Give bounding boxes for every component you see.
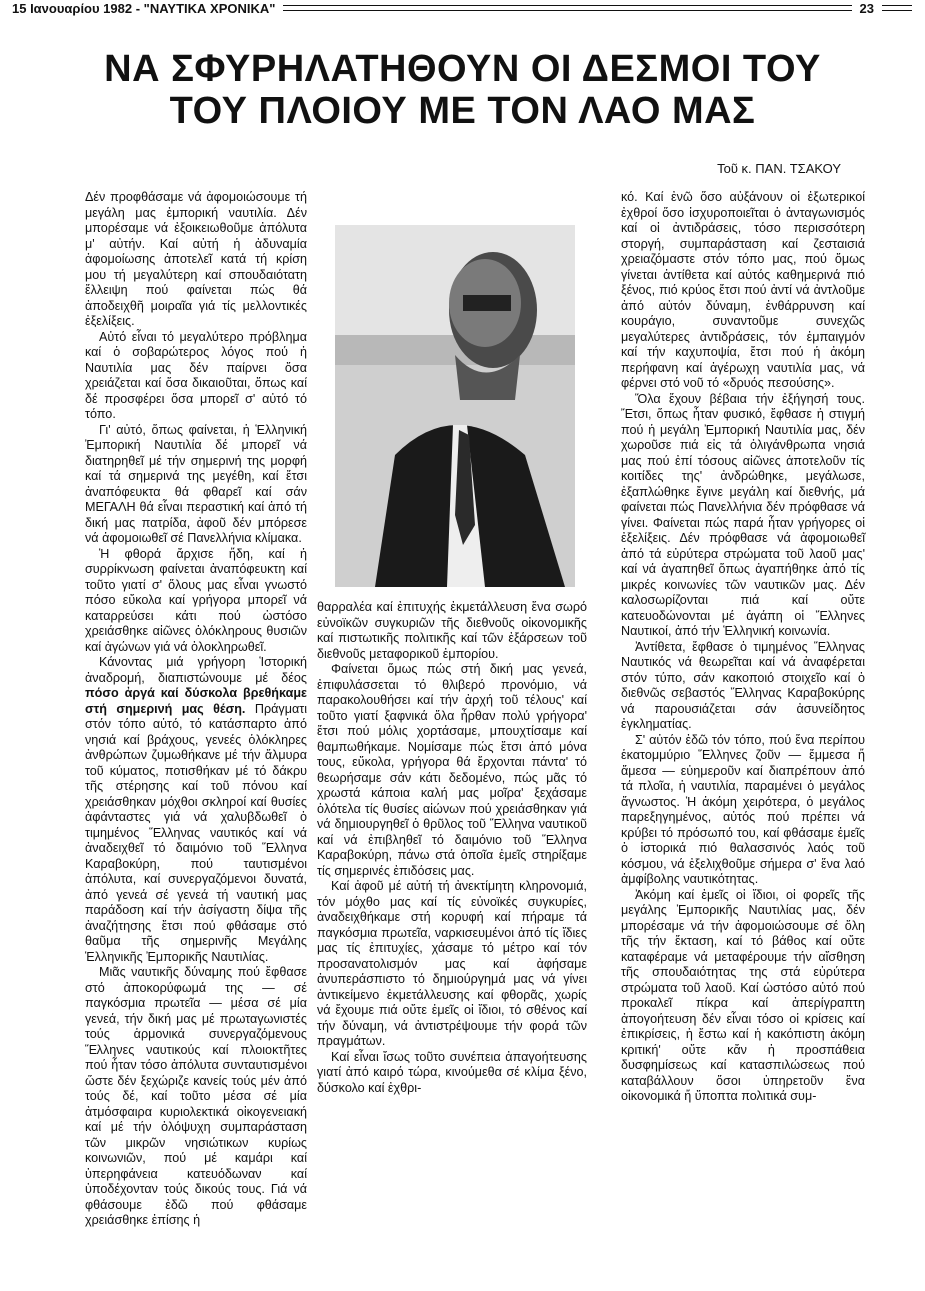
header-rule-end	[882, 5, 912, 11]
paragraph	[85, 655, 307, 965]
paragraph-text: Πράγματι στόν τόπο αὐτό, τό κατάσπαρτο ἀπό νησιά καί βράχους, γενεές ὁλόκληρες ἀνθρώπων ζυμωθήκανε μέ τήν ἅλμυρα τοῦ κύματος, ποτισθήκαν μέ τό δάκρυ τῆς στέρησης καί τοῦ πόνου καί χρειάσθηκαν μόχθοι σκληροί καί θυσίες ἀφάνταστες γιά νά χαλυβδωθεῖ ὁ τιμημένος Ἕλληνας ναυτικός καί νά ἀναδειχθεῖ τό δαιμόνιο τοῦ Ἕλληνα Καραβοκύρη, πού ταυτισμένοι ἀπόλυτα, καί συνεργαζόμενοι δυνατά, ἀπό γενεά σέ γενεά τή ναυτική μας παράδοση καί τήν ἀσίγαστη δίψα τῆς ἀναζήτησης ἔτσι πού φθάσαμε στό θαῦμα τῆς σημερινῆς Μεγάλης Ἑλληνικῆς Ἐμπορικῆς Ναυτιλίας.	[85, 701, 308, 964]
paragraph: Σ' αὐτόν ἐδῶ τόν τόπο, πού ἕνα περίπου ἑκατομμύριο Ἕλληνες ζοῦν — ἔμμεσα ἤ ἄμεσα — εὐημεροῦν καί διαπρέπουν ἀπό τά πλοῖα, ἡ ναυτιλία, παραμένει ὁ μεγάλος ἄγνωστος. Ἡ ἀκόμη χειρότερα, ὁ μεγάλος παρεξηγημένος, αὐτός πού πρέπει νά κρύβει τό πρόσωπό του, καί φθάσαμε ἐμεῖς ὁ ἱστορικά πιό θαλασσινός λαός τοῦ κόσμου, νά ἐξελιχθοῦμε σήμερα σ' ἕνα λαό ἀμφίβολης ναυτικότητας.	[621, 732, 865, 886]
page-header	[12, 0, 912, 16]
title-line-2: ΤΟΥ ΠΛΟΙΟΥ ΜΕ ΤΟΝ ΛΑΟ ΜΑΣ	[169, 90, 756, 132]
author-photo	[335, 225, 575, 587]
paragraph: κό. Καί ἐνῶ ὅσο αὐξάνουν οἱ ἐξωτερικοί ἐχθροί ὅσο ἰσχυροποιεῖται ὁ ἀνταγωνισμός καί οἱ ἀντιδράσεις, τόσο περισσότερη στοργή, συμπαράσταση καί ζεσταισιά χρειαζόμαστε στόν τόπο μας, πού ὅμως γίνεται ἀντίθετα καί αὐτός καθημερινά πιό ξένος, πιό κρύος ἔτσι πού ἀντί νά ἀντλοῦμε ἀπό αὐτόν δύναμη, ἐνθάρρυνση καί κουράγιο, συναντοῦμε συνεχῶς μεγαλύτερες ἀντιδράσεις, τόν ἐμπαιγμόν καί τήν καχυποψία, ἔτσι πού ἡ ἀκόμη περήφανη καί ἀγέρωχη ναυτιλία μας, νά φέρνει στό νοῦ τό «δρυός πεσούσης».	[621, 190, 865, 390]
paragraph: Καί ἀφοῦ μέ αὐτή τή ἀνεκτίμητη κληρονομιά, τόν μόχθο μας καί τίς εὐνοϊκές συγκυρίες, ἀναδειχθήκαμε στή κορυφή καί πήραμε τά παγκόσμια πρωτεῖα, ναρκισευμένοι ἀπό τίς ἴδιες μας τίς ἐπιτυχίες, χάσαμε τό μέτρο καί τόν προσανατολισμόν μας καί ἀφήσαμε ἀνυπεράσπιστο τό δημιούργημά μας νά γίνει ἀντικείμενο ἐκμετάλλευσης καί φθορᾶς, χωρίς νά ἔχουμε πιά οὔτε ἐμεῖς οἱ ἴδιοι, τό σθένος καί τήν δύναμη, νά ἀντιστρέψουμε τήν φορά τῶν πραγμάτων.	[317, 879, 587, 1048]
byline: Τοῦ κ. ΠΑΝ. ΤΣΑΚΟΥ	[717, 161, 841, 176]
paragraph: θαρραλέα καί ἐπιτυχής ἐκμετάλλευση ἕνα σωρό εὐνοϊκῶν συγκυριῶν τῆς διεθνοῦς οἰκονομικῆς καί πιστωτικῆς πολιτικῆς καί τῶν ἐξάρσεων τοῦ διεθνοῦς μεταφορικοῦ ἐμπορίου.	[317, 600, 587, 661]
portrait-image	[335, 225, 575, 587]
article-title	[0, 48, 925, 132]
paragraph: Γι' αὐτό, ὅπως φαίνεται, ἡ Ἑλληνική Ἐμπορική Ναυτιλία δέ μπορεῖ νά διατηρηθεῖ μέ τήν σημερινή της μορφή καί τά σημερινά της μεγέθη, καί ἔτσι ἀναπόφευκτα θά φθαρεῖ καί σάν ΜΕΓΑΛΗ θά εἶναι περαστική καί ἀπό τή δική μας πατρίδα, ἀφοῦ δέν μπόρεσε νά ἀφομοιωθεῖ σέ Πανελλήνια κλίμακα.	[85, 422, 307, 545]
title-line-1: ΝΑ ΣΦΥΡΗΛΑΤΗΘΟΥΝ ΟΙ ΔΕΣΜΟΙ ΤΟΥ	[104, 48, 821, 90]
header-publication: 15 Ιανουαρίου 1982 - "ΝΑΥΤΙΚΑ ΧΡΟΝΙΚΑ"	[12, 0, 276, 16]
paragraph: Ἀκόμη καί ἐμεῖς οἱ ἴδιοι, οἱ φορεῖς τῆς μεγάλης Ἐμπορικῆς Ναυτιλίας μας, δέν μπορέσαμε νά τήν ἀφομοιώσουμε σέ ὅλη τῆς τήν ἔκταση, καί τό βάθος καί οὔτε καταφέραμε νά μεταφέρουμε τήν αἴσθηση τῆς σπουδαιότητας της στά εὐρύτερα στρώματα τοῦ λαοῦ. Καί ὡστόσο αὐτό πού προκαλεῖ πίκρα καί ἀπερίγραπτη ἀπογοήτευση δέν εἶναι τόσο οἱ κρίσεις καί ἐπικρίσεις, ἡ ἔστω καί ἡ κακόπιστη ἀκόμη κριτική' οὔτε κἄν ἡ προσπάθεια δυσφημίσεως καί κατασπιλώσεως πού καταβάλλουν ὅσοι ὑπηρετοῦν ἕνα οἰκονομικά ἤ ὕποπτα πολιτικά συμ-	[621, 887, 865, 1103]
paragraph-text: Κάνοντας μιά γρήγορη Ἱστορική ἀναδρομή, διαπιστώνουμε μέ δέος	[85, 655, 307, 685]
paragraph: Ἡ φθορά ἄρχισε ἤδη, καί ἡ συρρίκνωση φαίνεται ἀναπόφευκτη καί τοῦτο γιατί σ' ὅλους μας εἶναι γνωστό πόσο εὔκολα καί γρήγορα μπορεῖ νά καταρρεύσει κάτι πού ὡστόσο χρειάσθηκε αἰῶνες ὁλόκληρους θυσιῶν καί ἀγώνων γιά νά ὁλοκληρωθεῖ.	[85, 546, 307, 654]
paragraph: Δέν προφθάσαμε νά ἀφομοιώσουμε τή μεγάλη μας ἐμπορική ναυτιλία. Δέν μπορέσαμε νά ἐξοικειωθοῦμε ἀπόλυτα μ' αὐτήν. Καί αὐτή ἡ ἀδυναμία ἀφομοίωσης ἀποτελεῖ κατά τή κρίση μου τή μεγαλύτερη καί σπουδαιότατη ἔλλειψη πού φαίνεται πώς θά ἀποδειχθῆ μοιραῖα γιά τίς μελλοντικές ἐξελίξεις.	[85, 190, 307, 328]
paragraph: Καί εἶναι ἴσως τοῦτο συνέπεια ἀπαγοήτευσης γιατί ἀπό καιρό τώρα, κινούμεθα σέ κλίμα ξένο, δύσκολο καί ἐχθρι-	[317, 1049, 587, 1095]
header-rule	[283, 5, 851, 11]
emphasized-text: πόσο ἀργά καί δύσκολα βρεθήκαμε στή σημερινή μας θέση.	[85, 686, 307, 716]
paragraph: Φαίνεται ὅμως πώς στή δική μας γενεά, ἐπιφυλάσσεται τό θλιβερό προνόμιο, νά παρακολουθήσει καί τήν ἀρχή τοῦ τέλους' καί τοῦτο γιατί ξαφνικά ὅλα ἦρθαν πολύ γρήγορα' ἔτσι πού μόλις χορτάσαμε, μπουχτίσαμε καί θαμπωθήκαμε. Νομίσαμε πώς ἔτσι ἀπό μόνα τους, εὔκολα, γρήγορα θά ἔρχονται πάντα' τό θεωρήσαμε σάν κάτι δεδομένο, πώς μᾶς τό χρωστά κάποια καλή μας μοῖρα' ξεχάσαμε ὁλότελα τίς θυσίες αἰώνων πού χρειάσθηκαν γιά νά δημιουργηθεῖ ὁ θρῦλος τοῦ Ἕλληνα ναυτικοῦ καί νά ἐπιβληθεῖ τό δαιμόνιο τοῦ Ἕλληνα Καραβοκύρη, πάνω στά ὁποῖα ἐμεῖς στηρίξαμε τίς σημερινές ἐπιδόσεις μας.	[317, 662, 587, 878]
column-1	[85, 190, 307, 1229]
column-3	[621, 190, 865, 1105]
paragraph: Αὐτό εἶναι τό μεγαλύτερο πρόβλημα καί ὁ σοβαρώτερος λόγος πού ἡ Ναυτιλία μας δέν παίρνει ὅσα χρειάζεται καί ὅσα δικαιοῦται, ὅπως καί δέ προσφέρει ὅσα μπορεῖ σ' αὐτό τό τόπο.	[85, 329, 307, 421]
paragraph: Ἀντίθετα, ἔφθασε ὁ τιμημένος Ἕλληνας Ναυτικός νά θεωρεῖται καί νά ἀναφέρεται στόν τύπο, σάν κακοποιό στοιχεῖο καί ὁ διεθνῶς σεβαστός Ἕλληνας Καραβοκύρης νά παρουσιάζεται σάν ἀσυνείδητος ἐγκληματίας.	[621, 639, 865, 731]
paragraph: Μιᾶς ναυτικῆς δύναμης πού ἔφθασε στό ἀποκορύφωμά της — σέ παγκόσμια πρωτεῖα — μέσα σέ μία γενεά, τήν δική μας μέ πρωταγωνιστές τούς ἁρμονικά συνεργαζόμενους Ἕλληνες ναυτικούς καί πλοιοκτῆτες πού ἦταν τόσο ἀπόλυτα συνταυτισμένοι ὥστε δέν ξεχώριζε κανείς τούς μέν ἀπό τούς δέ, καί τοῦτο μέσα σέ μία ἀτμόσφαιρα κυριολεκτικά οἰκογενειακή καί μέ τήν ὁλόψυχη συμπαράσταση τῶν μικρῶν νησιώτικων κυρίως κοινωνιῶν, πού μέ καμάρι καί ὑπερηφάνεια κατευόδωναν καί ὑποδέχονταν τούς δικούς τους. Γιά νά φθάσουμε ἐδῶ πού φθάσαμε χρειάσθηκε ἐπίσης ἡ	[85, 965, 307, 1227]
column-2	[317, 600, 587, 1096]
paragraph: Ὅλα ἔχουν βέβαια τήν ἐξήγησή τους. Ἔτσι, ὅπως ἦταν φυσικό, ἔφθασε ἡ στιγμή πού ἡ μεγάλη Ἐμπορική Ναυτιλία μας, δέν χωροῦσε πιά εἰς τά ὀλιγάνθρωπα νησιά μας πού ἐπί τόσους αἰῶνες ἀποτελοῦν τίς κοιτίδες της' ἀνδρώθηκε, μεγάλωσε, ἐξαπλώθηκε ἔγινε μεγάλη καί διεθνής, μά φαίνεται πώς Πανελλήνια δέν πρόφθασε νά γίνει. Φαίνεται πώς παρά ἦταν γρήγορες οἱ ἐξελίξεις. Δέν πρόφθασε νά ἀφομοιωθεῖ ἀπό τά εὐρύτερα στρώματα τοῦ λαοῦ μας' καί νά ἀγαπηθεῖ ὅπως ἀγαπήθηκε ἀπό τίς μικρές κοινωνίες τῶν ναυτικῶν μας. Δέν καλοσωρίζονται πιά καί οὔτε κατευοδώνονται μέ ἀγάπη οἱ Ἕλληνες Ναυτικοί, ἀπό τήν Ἑλληνική κοινωνία.	[621, 391, 865, 638]
page-number: 23	[859, 0, 874, 16]
